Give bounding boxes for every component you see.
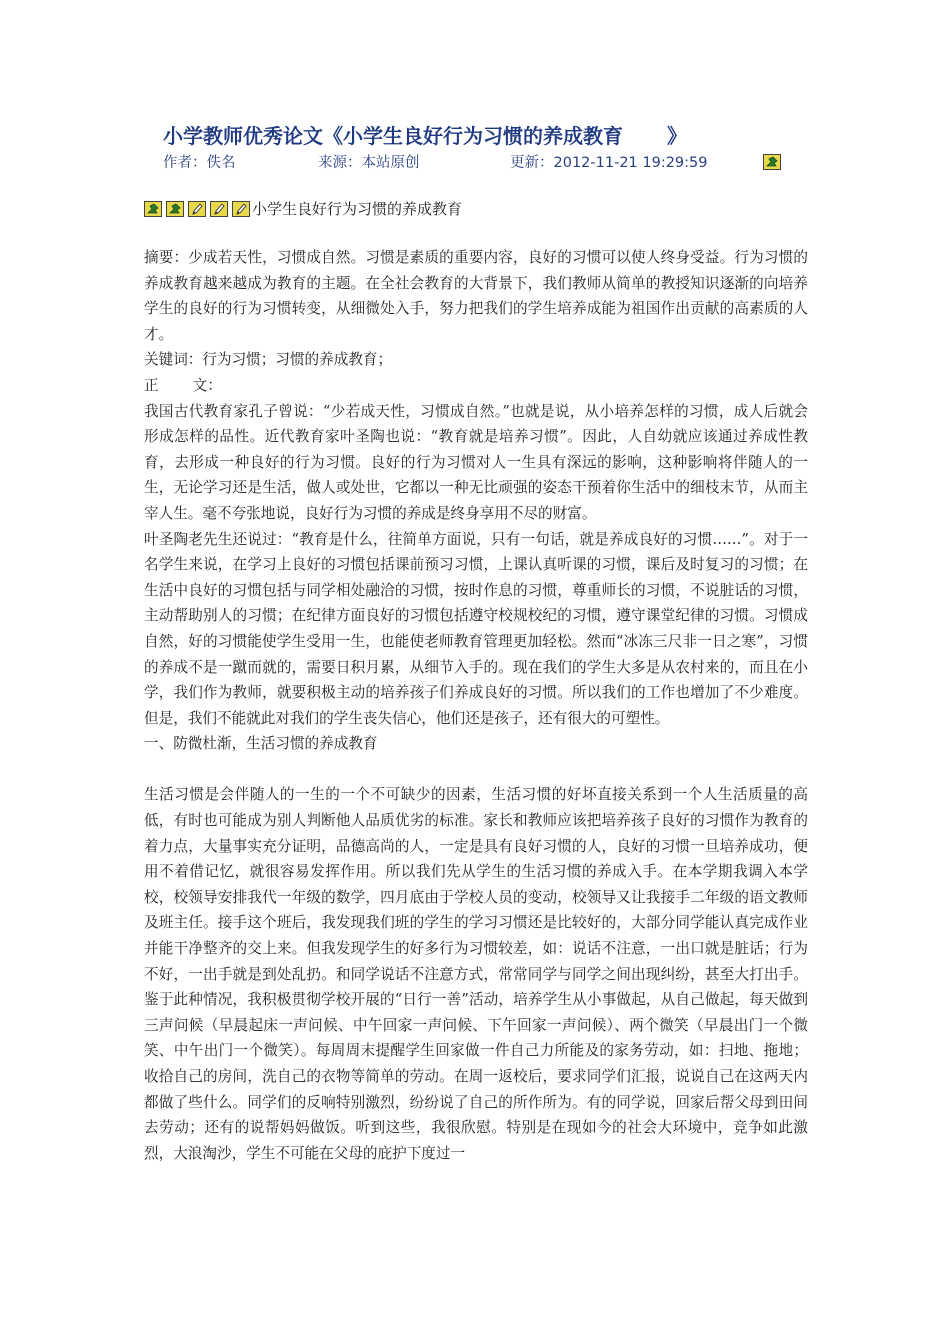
source-label: 来源：本站原创 (318, 155, 420, 171)
article-meta (163, 152, 803, 174)
good-vote-icon[interactable] (144, 201, 162, 217)
article-title-main: 小学教师优秀论文《小学生良好行为习惯的养成教育 (163, 124, 623, 148)
pencil-icon[interactable] (188, 201, 206, 217)
good-vote-icon[interactable] (763, 154, 781, 170)
body-paragraph-1: 我国古代教育家孔子曾说：“少若成天性，习惯成自然。”也就是说，从小培养怎样的习惯，成人后就会形成怎样的品性。近代教育家叶圣陶也说：“教育就是培养习惯”。因此，人自幼就应该通过养成性教育，去形成一种良好的行为习惯。良好的行为习惯对人一生具有深远的影响，这种影响将伴随人的一生，无论学习还是生活，做人或处世，它都以一种无比顽强的姿态干预着你生活中的细枝末节，从而主宰人生。毫不夸张地说，良好行为习惯的养成是终身享用不尽的财富。 (144, 402, 808, 522)
author-label: 作者：佚名 (163, 155, 236, 171)
good-vote-icon[interactable] (166, 201, 184, 217)
article-title-close: 》 (667, 124, 687, 148)
body-paragraph-3: 生活习惯是会伴随人的一生的一个不可缺少的因素，生活习惯的好坏直接关系到一个人生活质量的高低，有时也可能成为别人判断他人品质优劣的标准。家长和教师应该把培养孩子良好的习惯作为教育的着力点，大量事实充分证明，品德高尚的人，一定是具有良好习惯的人，良好的习惯一旦培养成功，便用不着借记忆，就很容易发挥作用。所以我们先从学生的生活习惯的养成入手。在本学期我调入本学校，校领导安排我代一年级的数学，四月底由于学校人员的变动，校领导又让我接手二年级的语文教师及班主任。接手这个班后，我发现我们班的学生的学习习惯还是比较好的，大部分同学能认真完成作业并能干净整齐的交上来。但我发现学生的好多行为习惯较差，如：说话不注意，一出口就是脏话；行为不好，一出手就是到处乱扔。和同学说话不注意方式，常常同学与同学之间出现纠纷，甚至大打出手。鉴于此种情况，我积极贯彻学校开展的“日行一善”活动，培养学生从小事做起，从自己做起，每天做到三声问候（早晨起床一声问候、中午回家一声问候、下午回家一声问候）、两个微笑（早晨出门一个微笑、中午出门一个微笑）。每周周末提醒学生回家做一件自己力所能及的家务劳动，如：扫地、拖地；收拾自己的房间，洗自己的衣物等简单的劳动。在周一返校后，要求同学们汇报，说说自己在这两天内都做了些什么。同学们的反响特别激烈，纷纷说了自己的所作所为。有的同学说，回家后帮父母到田间去劳动；还有的说帮妈妈做饭。听到这些，我很欣慰。特别是在现如今的社会大环境中，竞争如此激烈，大浪淘沙，学生不可能在父母的庇护下度过一 (144, 786, 808, 1162)
rating-icon-row (144, 198, 462, 218)
keywords-line: 关键词：行为习惯；习惯的养成教育； (144, 351, 393, 369)
article-title (163, 122, 803, 150)
article-subtitle: 小学生良好行为习惯的养成教育 (252, 200, 463, 218)
pencil-icon[interactable] (210, 201, 228, 217)
article-body (144, 245, 808, 1166)
body-label: 正 文： (144, 376, 222, 394)
abstract-paragraph: 摘要：少成若天性，习惯成自然。习惯是素质的重要内容，良好的习惯可以使人终身受益。行为习惯的养成教育越来越成为教育的主题。在全社会教育的大背景下，我们教师从简单的教授知识逐渐的向培养学生的良好的行为习惯转变，从细微处入手，努力把我们的学生培养成能为祖国作出贡献的高素质的人才。 (144, 249, 808, 343)
pencil-icon[interactable] (232, 201, 250, 217)
section-heading-1: 一、防微杜渐，生活习惯的养成教育 (144, 735, 378, 753)
updated-label: 更新：2012-11-21 19:29:59 (510, 155, 708, 171)
body-paragraph-2: 叶圣陶老先生还说过：“教育是什么，往简单方面说，只有一句话，就是养成良好的习惯……”。对于一名学生来说，在学习上良好的习惯包括课前预习习惯，上课认真听课的习惯，课后及时复习的习惯；在生活中良好的习惯包括与同学相处融洽的习惯，按时作息的习惯，尊重师长的习惯，不说脏话的习惯，主动帮助别人的习惯；在纪律方面良好的习惯包括遵守校规校纪的习惯，遵守课堂纪律的习惯。习惯成自然，好的习惯能使学生受用一生，也能使老师教育管理更加轻松。然而“冰冻三尺非一日之寒”，习惯的养成不是一蹴而就的，需要日积月累，从细节入手的。现在我们的学生大多是从农村来的，而且在小学，我们作为教师，就要积极主动的培养孩子们养成良好的习惯。所以我们的工作也增加了不少难度。但是，我们不能就此对我们的学生丧失信心，他们还是孩子，还有很大的可塑性。 (144, 530, 808, 727)
